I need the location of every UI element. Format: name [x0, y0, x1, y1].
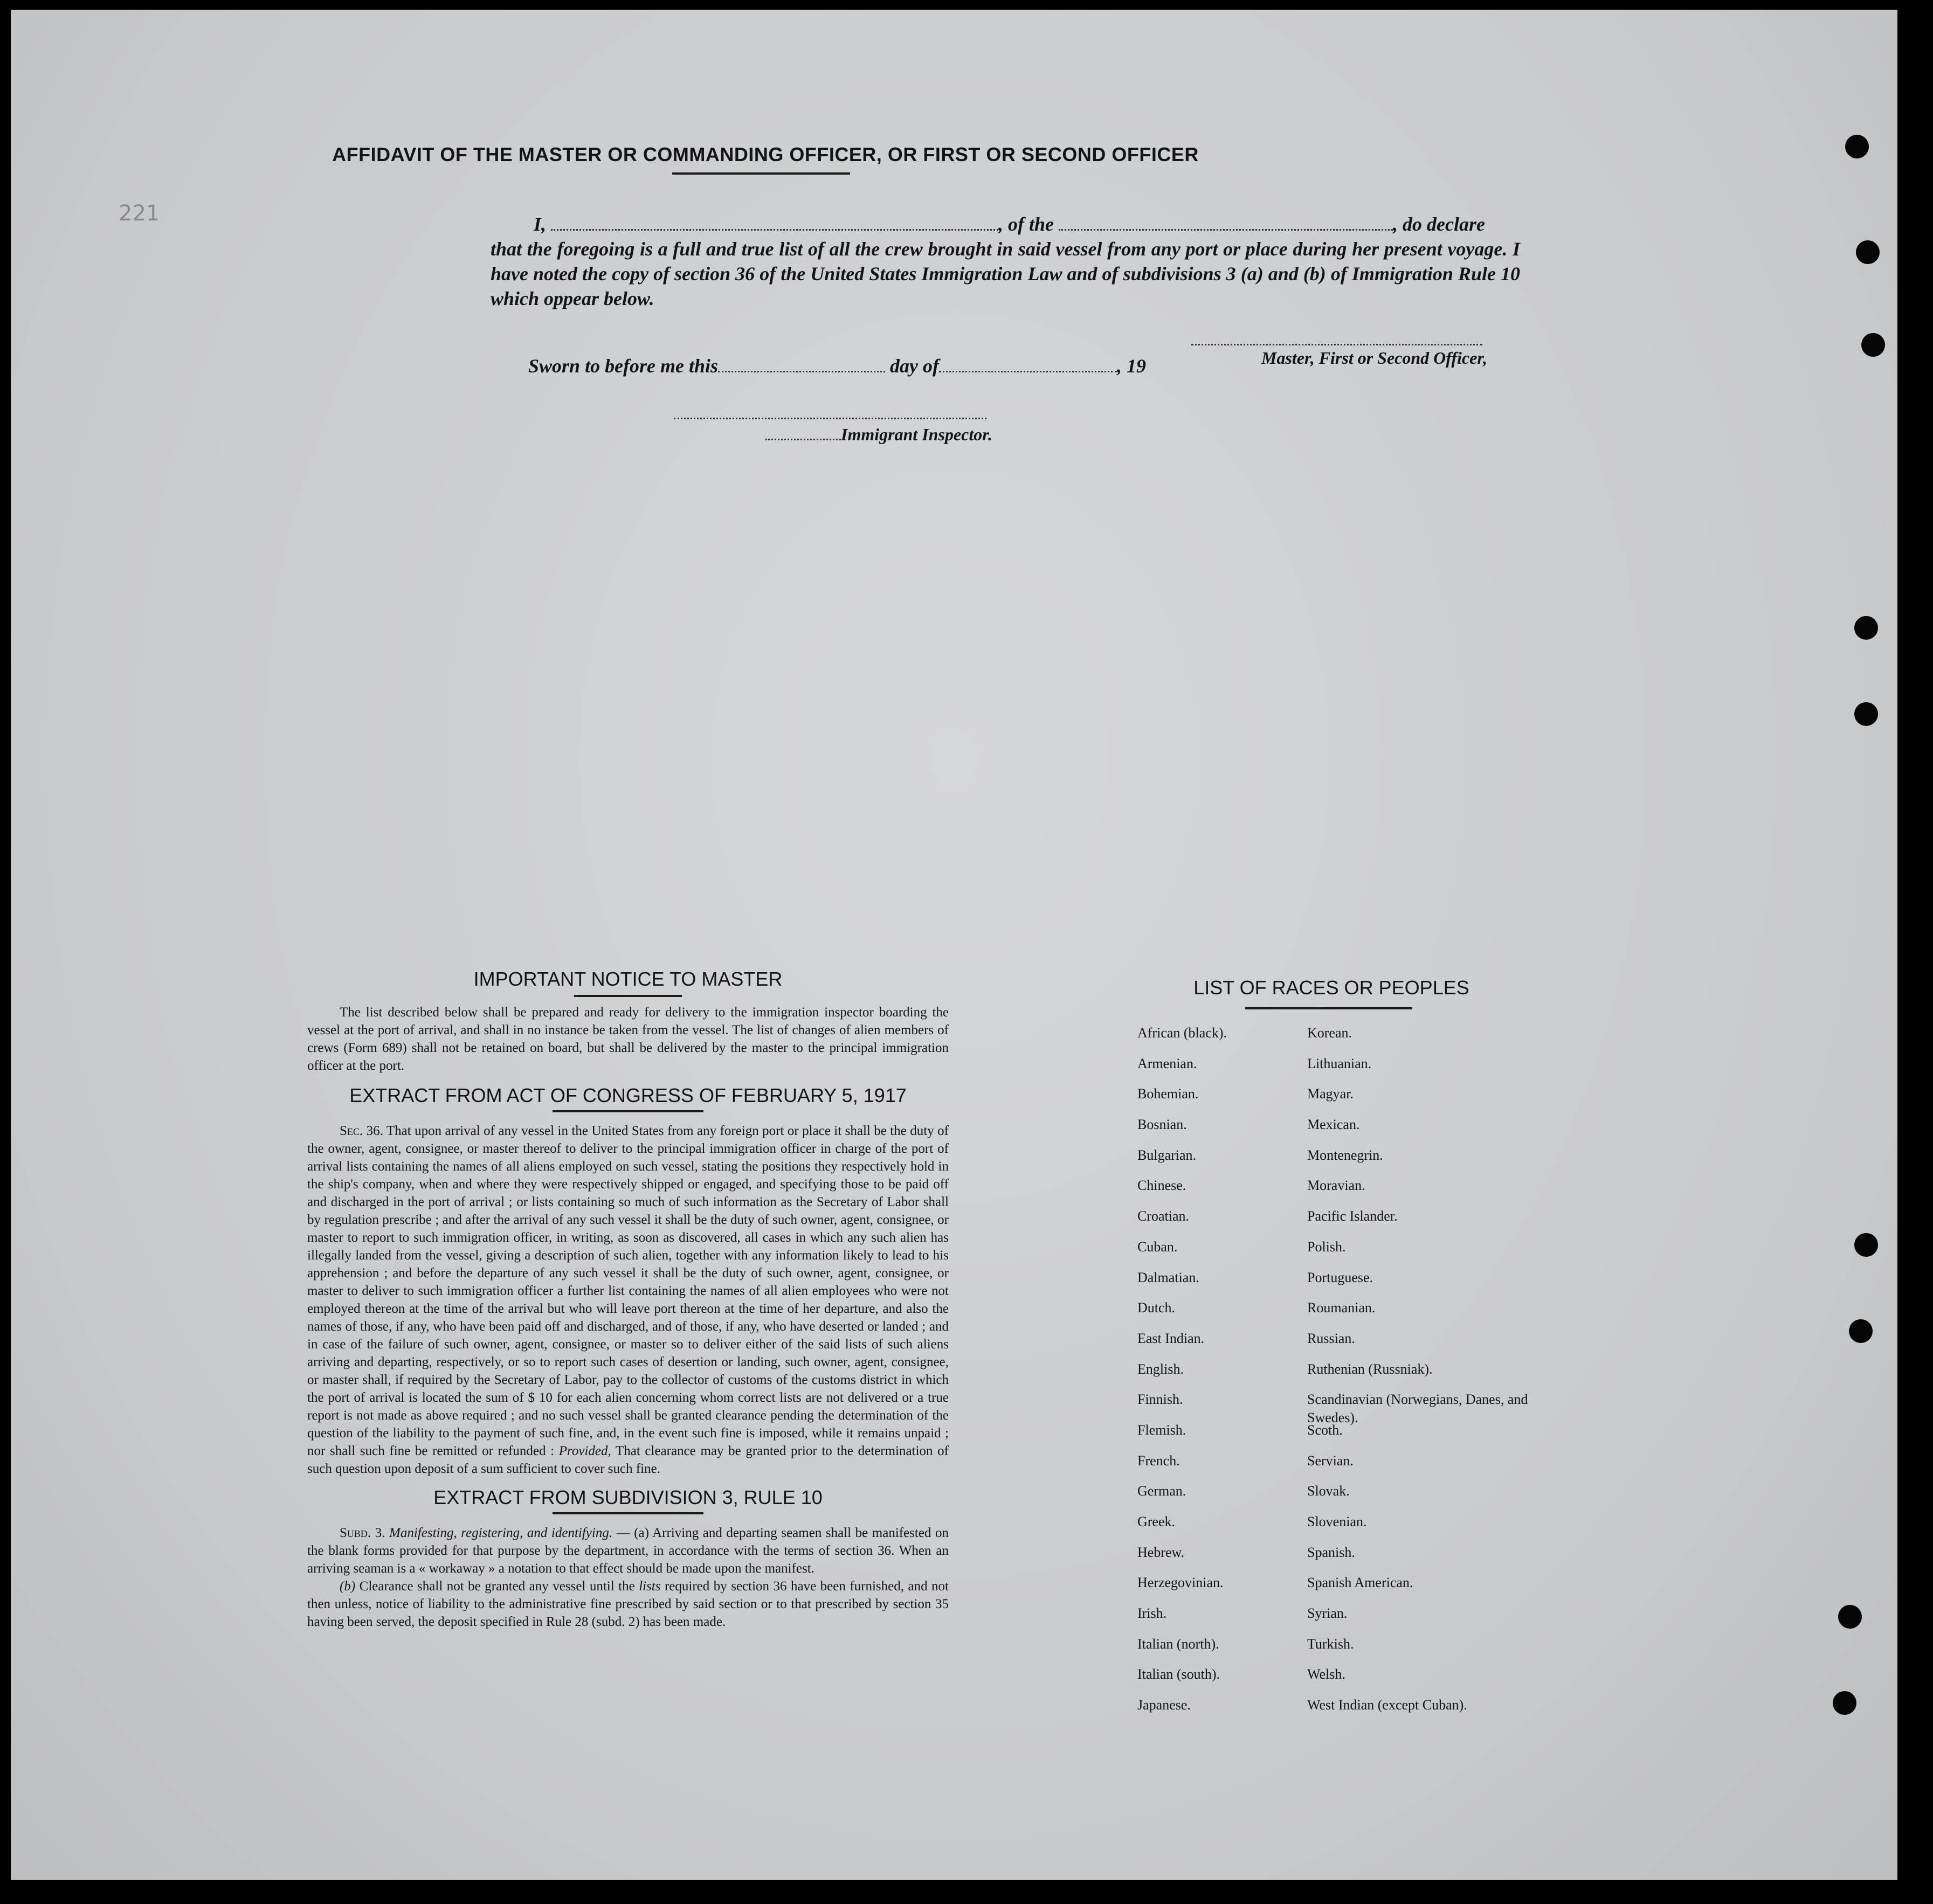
- race-item: Bulgarian.: [1137, 1147, 1197, 1163]
- race-item: Korean.: [1307, 1025, 1352, 1041]
- punch-hole: [1854, 1233, 1878, 1257]
- race-item: Italian (north).: [1137, 1636, 1219, 1652]
- race-item: Slovenian.: [1307, 1514, 1367, 1529]
- affidavit-title: AFFIDAVIT OF THE MASTER OR COMMANDING OFFICER, OR FIRST OR SECOND OFFICER: [332, 143, 1199, 165]
- race-item: Herzegovinian.: [1137, 1575, 1224, 1591]
- race-item: Cuban.: [1137, 1238, 1178, 1255]
- races-column-1: [1137, 1024, 1299, 1727]
- race-item: Scoth.: [1307, 1422, 1343, 1438]
- inspector-signature-line[interactable]: [674, 418, 986, 419]
- notice-title: IMPORTANT NOTICE TO MASTER: [473, 968, 783, 990]
- punch-hole: [1845, 135, 1869, 158]
- master-signature-label: Master, First or Second Officer,: [1261, 348, 1487, 368]
- notice-text: The list described below shall be prepared and ready for delivery to the immigration inspector boarding the vessel at the port of arrival, and shall in no instance be taken from the vessel. The list of changes of alien members of crews (Form 689) shall not be retained on board, but shall be delivered by the master to the principal immigration officer at the port.: [307, 1005, 949, 1073]
- race-item: Montenegrin.: [1307, 1147, 1383, 1163]
- race-item: Portuguese.: [1307, 1269, 1373, 1285]
- race-item: Croatian.: [1137, 1208, 1190, 1224]
- race-item: English.: [1137, 1361, 1184, 1377]
- punch-hole: [1856, 240, 1880, 264]
- title-rule: [672, 172, 850, 175]
- race-item: Spanish American.: [1307, 1575, 1413, 1591]
- affidavit-of-the: , of the: [998, 213, 1054, 235]
- act-title: EXTRACT FROM ACT OF CONGRESS OF FEBRUARY 5, 1917: [349, 1084, 907, 1106]
- race-item: Ruthenian (Russniak).: [1307, 1361, 1433, 1377]
- race-item: Dalmatian.: [1137, 1269, 1199, 1285]
- rule-a-text: Subd. 3. Manifesting, registering, and identifying. — (a) Arriving and departing seamen shall be manifested on the blank forms provided for that purpose by the department, in accordance with the terms of section 36. When an arriving seaman is a « workaway » a notation to that effect should be made upon the manifest.: [307, 1526, 949, 1576]
- race-item: Syrian.: [1307, 1605, 1348, 1622]
- race-item: Finnish.: [1137, 1391, 1183, 1408]
- races-title: LIST OF RACES OR PEOPLES: [1193, 977, 1469, 999]
- form-page: [11, 10, 1897, 1880]
- race-item: Bosnian.: [1137, 1117, 1187, 1133]
- punch-hole: [1849, 1319, 1873, 1343]
- race-item: Polish.: [1307, 1238, 1346, 1255]
- race-item: Hebrew.: [1137, 1544, 1185, 1560]
- affidavit-text: that the foregoing is a full and true list of all the crew brought in said vessel from any port or place during her present voyage. I have noted the copy of section 36 of the United States Immigration Law and of subdivisions 3 (a) and (b) of Immigration Rule 10 which oppear below.: [491, 238, 1520, 309]
- affidavit-i: I,: [534, 213, 547, 235]
- race-item: Moravian.: [1307, 1178, 1365, 1194]
- race-item: Flemish.: [1137, 1422, 1186, 1438]
- race-item: African (black).: [1137, 1025, 1227, 1041]
- race-item: Dutch.: [1137, 1300, 1176, 1316]
- inspector-label: Immigrant Inspector.: [765, 425, 992, 445]
- race-item: Magyar.: [1307, 1086, 1354, 1102]
- race-item: Servian.: [1307, 1452, 1354, 1469]
- race-item: German.: [1137, 1483, 1186, 1499]
- race-item: East Indian.: [1137, 1330, 1205, 1346]
- race-item: Roumanian.: [1307, 1300, 1376, 1316]
- race-item: Greek.: [1137, 1514, 1176, 1529]
- race-item: Spanish.: [1307, 1544, 1355, 1560]
- race-item: Chinese.: [1137, 1178, 1186, 1194]
- name-blank[interactable]: [551, 229, 998, 231]
- master-signature-line[interactable]: [1191, 344, 1482, 345]
- race-item: West Indian (except Cuban).: [1307, 1697, 1467, 1713]
- punch-hole: [1838, 1605, 1862, 1629]
- punch-hole: [1854, 702, 1878, 726]
- race-item: Russian.: [1307, 1330, 1355, 1346]
- race-item: Lithuanian.: [1307, 1055, 1372, 1071]
- punch-hole: [1854, 616, 1878, 640]
- race-item: French.: [1137, 1452, 1180, 1469]
- vessel-blank[interactable]: [1059, 229, 1393, 231]
- act-text: Sec. 36. That upon arrival of any vessel in the United States from any foreign port or place it shall be the duty of the owner, agent, consignee, or master thereof to deliver to the principal immigration officer in charge of the port of arrival lists containing the names of all aliens employed on such vessel, stating the positions they respectively hold in the ship's company, when and where they were respectively shipped or engaged, and specifying those to be paid off and discharged in the port of arrival ; or lists containing so much of such information as the Secretary of Labor shall by regulation prescribe ; and after the arrival of any such vessel it shall be the duty of such owner, agent, consignee, or master to report to such immigration officer, in writing, as soon as discovered, all cases in which any such alien has illegally landed from the vessel, giving a description of such alien, together with any information likely to lead to his apprehension ; and before the departure of any such vessel it shall be the duty of such owner, agent, consignee, or master to deliver to such immigration officer a further list containing the names of all alien employees who were not employed thereon at the time of the arrival but who will leave port thereon at the time of her departure, and also the names of those, if any, who have been paid off and discharged, and of those, if any, who have deserted or landed ; and in case of the failure of such owner, agent, consignee, or master so to deliver either of the said lists of such aliens arriving and departing, respectively, or so to report such cases of desertion or landing, such owner, agent, consignee, or master shall, if required by the Secretary of Labor, pay to the collector of customs of the customs district in which the port of arrival is located the sum of $ 10 for each alien concerning whom correct lists are not delivered or a true report is not made as above required ; and no such vessel shall be granted clearance pending the determination of the question of the liability to the payment of such fine, and, in the event such fine is imposed, while it remains unpaid ; nor shall such fine be remitted or refunded : Provided, That clearance may be granted prior to the determination of such question upon deposit of a sum sufficient to cover such fine.: [307, 1124, 949, 1476]
- race-item: Mexican.: [1307, 1117, 1360, 1133]
- rule-title: EXTRACT FROM SUBDIVISION 3, RULE 10: [433, 1486, 823, 1508]
- race-item: Pacific Islander.: [1307, 1208, 1398, 1224]
- race-item: Turkish.: [1307, 1636, 1354, 1652]
- punch-hole: [1861, 333, 1885, 357]
- race-item: Italian (south).: [1137, 1666, 1220, 1683]
- rule-b-text: (b) Clearance shall not be granted any vessel until the lists required by section 36 have been furnished, and not then unless, notice of liability to the administrative fine prescribed by said section or to that prescribed by section 35 having been served, the deposit specified in Rule 28 (subd. 2) has been made.: [307, 1579, 949, 1629]
- margin-mark: 221: [119, 201, 160, 226]
- race-item: Armenian.: [1137, 1055, 1197, 1071]
- affidavit-body: [491, 212, 1520, 311]
- races-rule: [1245, 1007, 1412, 1009]
- race-item: Bohemian.: [1137, 1086, 1199, 1102]
- sworn-line: Sworn to before me this day of , 19: [528, 355, 1147, 377]
- day-blank[interactable]: [718, 371, 885, 372]
- punch-hole: [1833, 1691, 1856, 1715]
- affidavit-declare: , do declare: [1393, 213, 1485, 235]
- month-blank[interactable]: [939, 371, 1117, 372]
- races-column-2: [1307, 1024, 1534, 1727]
- race-item: Japanese.: [1137, 1697, 1191, 1713]
- race-item: Scandinavian (Norwegians, Danes, and Swedes).: [1307, 1391, 1528, 1426]
- race-item: Slovak.: [1307, 1483, 1350, 1499]
- race-item: Welsh.: [1307, 1666, 1345, 1683]
- race-item: Irish.: [1137, 1605, 1167, 1622]
- notice-column: [307, 968, 949, 1631]
